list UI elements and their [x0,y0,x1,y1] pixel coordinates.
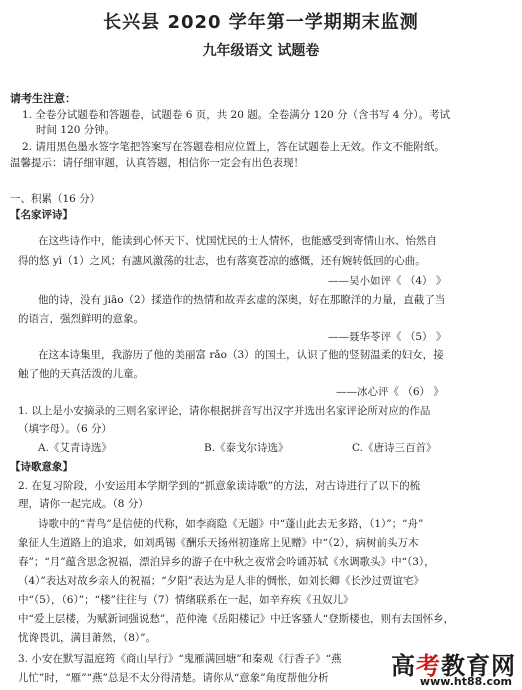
passage1-line-a: 在这些诗作中，能读到心怀天下、忧国忧民的士人情怀，也能感受到寄情山水、怡然自 [38,235,437,247]
passage3-line-a: 在这本诗集里，我游历了他的美丽富 rǎo（3）的国土，认识了他的竖韧温柔的妇女，接 [38,349,444,361]
subsection-shige: 【诗歌意象】 [10,461,73,473]
notice-tip: 温馨提示：请仔细审题，认真答题，相信你一定会有出色表现！ [10,157,304,169]
passage2-line-a: 他的诗，没有 jiāo（2）揉造作的热情和故弄玄虚的深奥，好在那瞭洋的力量，直截了当 [38,294,446,306]
passage3-line-b: 触了他的天真活泼的儿童。 [18,368,144,380]
question2-para-4: （4）”表达对故乡亲人的祝福；“夕阳”表达为是人非的惆怅，如刘长卿《长沙过贾谊宅》 [18,575,425,587]
question1-line-b: （填字母）。（6 分） [18,423,113,435]
passage2-line-b: 的语言，强烈鲜明的意象。 [18,313,144,325]
passage2-source: ——聂华苓评《 （5） 》 [328,331,447,343]
section1-heading: 一、积累（16 分） [10,193,101,205]
passage3-source: ——冰心评《 （6） 》 [336,386,444,398]
question1-line-a: 1. 以上是小安摘录的三则名家评论，请你根据拼音写出汉字并选出名家评论所对应的作品 [18,405,431,417]
passage1-line-b: 得的悠 yì（1）之风；有譓风激荡的壮志，也有落寞苍凉的感慨，还有婉转低回的心曲。 [18,255,426,267]
notice-item-2: 2. 请用黑色墨水签字笔把答案写在答题卷相应位置上，答在试题卷上无效。作文不能附纸。 [22,141,445,153]
question2-para-3: 春”；“月”蕴含思念祝福，漂泊异乡的游子在中秋之夜常会吟诵苏轼《水调歌头》中“（3）， [18,556,435,568]
option-b: B.《泰戈尔诗选》 [204,442,289,454]
question3-line-b: 儿忙”时，“雁”“燕”总是不太分得清楚。请你从“意象”角度帮他分析 [18,672,329,684]
site-watermark [346,646,516,688]
question2-line-b: 理，请你一起完成。（8 分） [18,498,149,510]
option-c: C.《唐诗三百首》 [352,442,437,454]
notice-item-1a: 1. 全卷分试题卷和答题卷，试题卷 6 页，共 20 题。全卷满分 120 分（含书写 4 分）。考试 [22,109,451,121]
notice-heading: 请考生注意： [10,92,76,105]
watermark-brand: 高考教育网 [391,652,516,680]
passage1-source: ——吴小如评《 （4） 》 [328,275,447,287]
watermark-url: www.ht88.com [419,675,512,688]
question2-para-6: 中“爱上层楼，为赋新词强说愁”，范仲淹《岳阳楼记》中迁客骚人“登斯楼也，则有去国怀乡， [18,613,455,625]
question2-para-7: 忧谗畏讥，满目萧然，（8）”。 [18,632,157,644]
question2-para-2: 象征人生道路上的追求，如刘禹锡《酬乐天扬州初逢席上见赠》中“（2），病树前头万木 [18,537,419,549]
exam-title: 长兴县 2020 学年第一学期期末监测 [103,12,419,33]
question2-line-a: 2. 在复习阶段，小安运用本学期学到的“抓意象读诗歌”的方法，对古诗进行了以下的梳 [18,480,421,492]
subsection-mingjia: 【名家评诗】 [10,209,73,221]
option-a: A.《艾青诗选》 [38,442,112,454]
question3-line-a: 3. 小安在默写温庭筠《商山早行》“鬼雁满回塘”和秦观《行香子》“燕 [18,653,342,665]
notice-item-1b: 时间 120 分钟。 [36,124,116,136]
question2-para-1: 诗歌中的“青鸟”是信使的代称，如李商隐《无题》中“蓬山此去无多路，（1）”；“舟” [38,518,424,530]
question2-para-5: 中“（5），（6）”；“楼”往往与（7）情绪联系在一起，如辛弃疾《丑奴儿》 [18,594,354,606]
exam-subtitle: 九年级语文 试题卷 [202,43,320,59]
